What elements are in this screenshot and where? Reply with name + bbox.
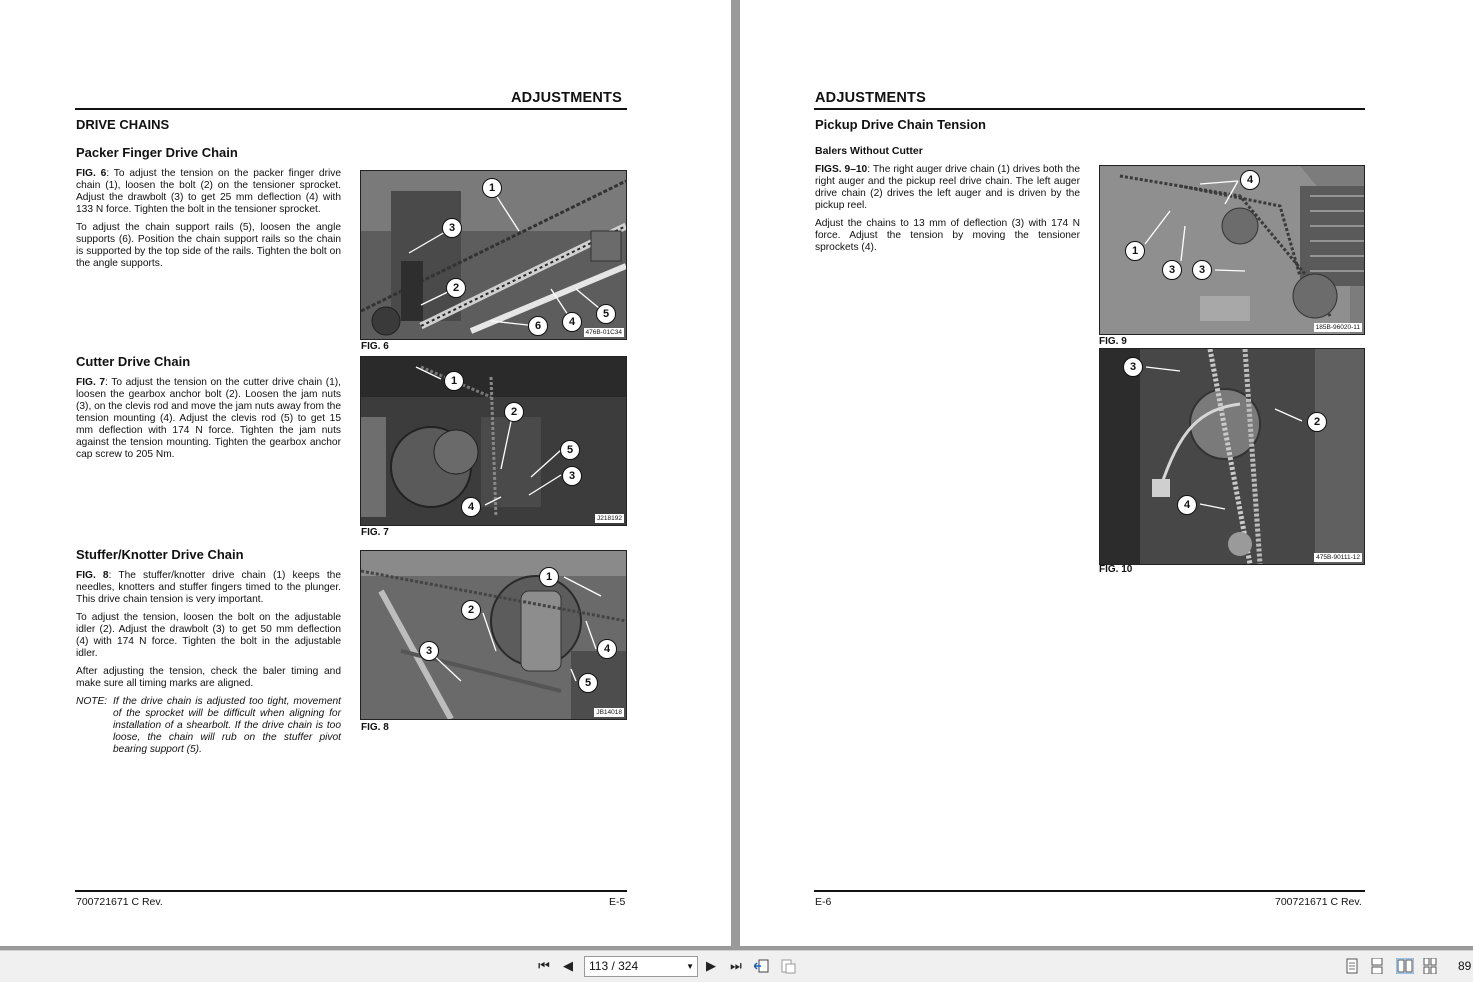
callout-number: 1 — [539, 567, 559, 587]
callout-number: 4 — [1240, 170, 1260, 190]
callout-number: 2 — [446, 278, 466, 298]
packer-title: Packer Finger Drive Chain — [76, 145, 238, 160]
callout-number: 3 — [419, 641, 439, 661]
callout-number: 5 — [578, 673, 598, 693]
paragraph: : To adjust the tension on the cutter drive chain (1), loosen the gearbox anchor bolt (2). Loosen the jam nuts (3), on the clevis rod and move the jam nuts away from the tension mounting (4). Adjust the clevis rod (5) to get 15 mm deflection with 174 N force. Tighten the jam nuts against the tension mounting. Tighten the gearbox anchor cap screw to 205 Nm. — [76, 377, 341, 460]
cutter-text — [76, 377, 341, 467]
callout-number: 4 — [597, 639, 617, 659]
last-page-button[interactable] — [727, 957, 745, 975]
callout-number: 4 — [1177, 495, 1197, 515]
header-rule — [814, 108, 1365, 110]
callout-number: 3 — [1162, 260, 1182, 280]
previous-view-icon — [754, 958, 770, 974]
header-rule — [75, 108, 627, 110]
callout-number: 6 — [528, 316, 548, 336]
next-view-icon — [780, 958, 796, 974]
figure-code: 475B-90111-12 — [1316, 554, 1360, 561]
figure-10-photo — [1099, 348, 1365, 565]
page-e5 — [0, 0, 731, 946]
fig7-illustration — [361, 357, 626, 525]
note-text: If the drive chain is adjusted too tight, movement of the sprocket will be difficult when aligning for installation of a shearbolt. If the drive chain is too loose, the chain will rub on the stuffer pivot bearing support (5). — [113, 696, 341, 755]
paragraph: : The stuffer/knotter drive chain (1) keeps the needles, knotters and stuffer fingers timed to the plunger. This drive chain tension is very important. — [76, 570, 341, 605]
stuffer-title: Stuffer/Knotter Drive Chain — [76, 547, 244, 562]
zoom-level[interactable]: 89 — [1458, 959, 1472, 973]
footer-page-number: E-6 — [815, 896, 832, 908]
continuous-view-icon[interactable] — [1370, 958, 1384, 974]
next-page-icon: ▶ — [706, 958, 716, 973]
footer-rule — [814, 890, 1365, 892]
footer-rule — [75, 890, 627, 892]
page-e6 — [740, 0, 1473, 946]
fig-ref: FIGS. 9–10 — [815, 164, 868, 175]
previous-view-button[interactable] — [753, 957, 771, 975]
callout-number: 3 — [1123, 357, 1143, 377]
callout-number: 1 — [482, 178, 502, 198]
viewer-toolbar — [0, 950, 1473, 982]
paragraph: : To adjust the tension on the packer finger drive chain (1), loosen the bolt (2) on the tensioner sprocket. Adjust the drawbolt (3) to get 25 mm deflection (4) with 133 N force. Tighten the bolt in the tensioner sprocket. — [76, 168, 341, 215]
page-header: ADJUSTMENTS — [511, 90, 622, 106]
next-view-button[interactable] — [779, 957, 797, 975]
paragraph: Adjust the chains to 13 mm of deflection (3) with 174 N force. Adjust the tension by moving the tensioner sprockets (4). — [815, 218, 1080, 253]
callout-number: 2 — [1307, 412, 1327, 432]
paragraph: After adjusting the tension, check the baler timing and make sure all timing marks are aligned. — [76, 666, 341, 689]
figure-label: FIG. 7 — [361, 527, 389, 538]
figure-label: FIG. 8 — [361, 722, 389, 733]
figure-label: FIG. 6 — [361, 341, 389, 352]
page-indicator: 113 / 324 — [589, 959, 639, 973]
footer-doc-number: 700721671 C Rev. — [1275, 896, 1362, 908]
callout-number: 1 — [444, 371, 464, 391]
callout-number: 4 — [461, 497, 481, 517]
callout-number: 4 — [562, 312, 582, 332]
figure-label: FIG. 9 — [1099, 336, 1127, 347]
callout-number: 3 — [562, 466, 582, 486]
last-page-icon: ⏭ — [730, 958, 742, 973]
first-page-button[interactable] — [535, 957, 553, 975]
paragraph: : The right auger drive chain (1) drives both the right auger and the pickup reel drive chain. The left auger drive chain (2) drives the left auger and is driven by the pickup reel. — [815, 164, 1080, 211]
footer-doc-number: 700721671 C Rev. — [76, 896, 163, 908]
figure-8-photo — [360, 550, 627, 720]
footer-page-number: E-5 — [609, 896, 626, 908]
figure-code: J218192 — [597, 515, 622, 522]
subsection-title: Balers Without Cutter — [815, 145, 923, 157]
packer-text — [76, 168, 341, 276]
next-page-button[interactable] — [702, 957, 720, 975]
figure-code: 476B-01C34 — [585, 329, 622, 336]
paragraph: To adjust the chain support rails (5), loosen the angle supports (6). Position the chain support rails so the chain is supported by the top side of the rails. Tighten the bolt on the angle supports. — [76, 222, 341, 269]
note — [76, 696, 341, 756]
chevron-down-icon[interactable]: ▼ — [686, 962, 694, 971]
fig-ref: FIG. 6 — [76, 168, 107, 179]
callout-number: 3 — [442, 218, 462, 238]
section-title: Pickup Drive Chain Tension — [815, 117, 986, 132]
pickup-text — [815, 164, 1080, 260]
fig-ref: FIG. 7 — [76, 377, 106, 388]
previous-page-icon: ◀ — [563, 958, 573, 973]
cutter-title: Cutter Drive Chain — [76, 354, 191, 369]
previous-page-button[interactable] — [559, 957, 577, 975]
fig10-illustration — [1100, 349, 1364, 564]
figure-code: 185B-96020-11 — [1315, 324, 1360, 331]
continuous-facing-view-icon[interactable] — [1423, 958, 1437, 974]
callout-number: 1 — [1125, 241, 1145, 261]
callout-number: 5 — [596, 304, 616, 324]
single-page-view-icon[interactable] — [1345, 958, 1359, 974]
section-title: DRIVE CHAINS — [76, 117, 170, 132]
figure-label: FIG. 10 — [1099, 564, 1133, 575]
facing-pages-view-icon[interactable] — [1396, 958, 1414, 974]
paragraph: To adjust the tension, loosen the bolt on the adjustable idler (2). Adjust the drawbolt (3) to get 50 mm deflection (4) with 174 N force. Tighten the bolt in the adjustable idler. — [76, 612, 341, 659]
callout-number: 2 — [461, 600, 481, 620]
page-header: ADJUSTMENTS — [815, 90, 926, 106]
page-number-input[interactable] — [584, 956, 698, 977]
note-label: NOTE: — [76, 696, 108, 707]
figure-code: JB14018 — [596, 709, 622, 716]
callout-number: 2 — [504, 402, 524, 422]
callout-number: 5 — [560, 440, 580, 460]
fig-ref: FIG. 8 — [76, 570, 109, 581]
figure-7-photo — [360, 356, 627, 526]
first-page-icon: ⏮ — [538, 958, 550, 973]
fig8-illustration — [361, 551, 626, 719]
callout-number: 3 — [1192, 260, 1212, 280]
stuffer-text — [76, 570, 341, 756]
